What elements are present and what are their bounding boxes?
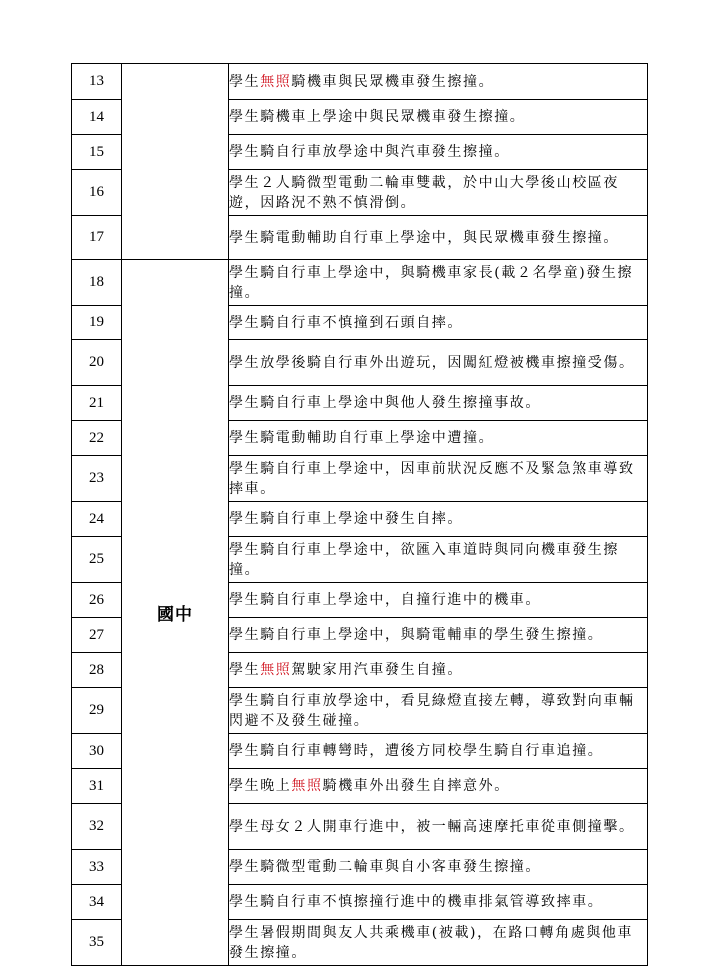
incident-description [229,135,648,170]
incident-description [229,804,648,850]
incident-description [229,537,648,583]
description-text: 學生騎自行車上學途中與他人發生擦撞事故。 [229,395,541,411]
description-text: 學生母女２人開車行進中，被一輛高速摩托車從車側撞擊。 [229,818,635,835]
description-text: 學生騎自行車上學途中，自撞行進中的機車。 [229,592,541,608]
row-number: 16 [72,170,122,216]
description-text: 學生騎自行車上學途中，因車前狀況反應不及緊急煞車導致摔車。 [229,460,635,497]
incident-description [229,734,648,769]
incident-description [229,653,648,688]
incident-table [71,63,648,966]
row-number: 22 [72,421,122,456]
row-number: 19 [72,306,122,340]
description-text: 駕駛家用汽車發生自撞。 [291,662,464,678]
row-number: 14 [72,100,122,135]
row-number: 34 [72,885,122,920]
row-number: 21 [72,386,122,421]
incident-description [229,306,648,340]
row-number: 13 [72,64,122,100]
unlicensed-highlight: 無照 [291,778,323,794]
incident-description [229,340,648,386]
incident-description [229,216,648,260]
unlicensed-highlight: 無照 [260,73,292,90]
incident-description [229,769,648,804]
description-text: 學生騎機車上學途中與民眾機車發生擦撞。 [229,109,526,125]
row-number: 29 [72,688,122,734]
description-text: 學生騎自行車上學途中，與騎機車家長(載２名學童)發生擦撞。 [229,264,634,301]
incident-description [229,920,648,966]
incident-description [229,618,648,653]
incident-table-body [72,64,648,966]
table-row [72,260,648,306]
description-text: 學生暑假期間與友人共乘機車(被載)，在路口轉角處與他車發生擦撞。 [229,924,634,961]
incident-description [229,502,648,537]
incident-description [229,850,648,885]
row-number: 20 [72,340,122,386]
description-text: 學生騎電動輔助自行車上學途中，與民眾機車發生擦撞。 [229,229,619,246]
description-text: 學生騎自行車轉彎時，遭後方同校學生騎自行車追撞。 [229,743,604,759]
row-number: 28 [72,653,122,688]
incident-description [229,260,648,306]
row-number: 26 [72,583,122,618]
school-level-cell [122,64,229,260]
description-text: 學生 [229,73,261,90]
description-text: 學生騎自行車放學途中，看見綠燈直接左轉，導致對向車輛閃避不及發生碰撞。 [229,692,635,729]
row-number: 32 [72,804,122,850]
incident-description [229,583,648,618]
school-level-cell: 國中 [122,260,229,966]
description-text: 學生晚上 [229,778,292,794]
incident-description [229,456,648,502]
row-number: 18 [72,260,122,306]
incident-description [229,100,648,135]
description-text: 學生放學後騎自行車外出遊玩，因闖紅燈被機車擦撞受傷。 [229,354,635,371]
row-number: 15 [72,135,122,170]
unlicensed-highlight: 無照 [260,662,292,678]
description-text: 學生騎自行車上學途中，與騎電輔車的學生發生擦撞。 [229,627,604,643]
row-number: 25 [72,537,122,583]
description-text: 學生騎自行車上學途中，欲匯入車道時與同向機車發生擦撞。 [229,541,619,578]
description-text: 學生騎自行車放學途中與汽車發生擦撞。 [229,144,510,160]
row-number: 17 [72,216,122,260]
row-number: 27 [72,618,122,653]
incident-description [229,421,648,456]
incident-description [229,688,648,734]
row-number: 31 [72,769,122,804]
description-text: 騎機車外出發生自摔意外。 [322,778,510,794]
incident-description [229,386,648,421]
row-number: 24 [72,502,122,537]
incident-description [229,170,648,216]
incident-description [229,64,648,100]
description-text: 學生騎電動輔助自行車上學途中遭撞。 [229,430,495,446]
description-text: 學生騎自行車上學途中發生自摔。 [229,511,463,527]
description-text: 學生騎自行車不慎撞到石頭自摔。 [229,314,463,331]
description-text: 學生騎自行車不慎擦撞行進中的機車排氣管導致摔車。 [229,894,604,910]
row-number: 33 [72,850,122,885]
description-text: 騎機車與民眾機車發生擦撞。 [291,73,495,90]
table-row [72,64,648,100]
incident-description [229,885,648,920]
description-text: 學生 [229,662,261,678]
row-number: 35 [72,920,122,966]
row-number: 30 [72,734,122,769]
description-text: 學生騎微型電動二輪車與自小客車發生擦撞。 [229,859,541,875]
row-number: 23 [72,456,122,502]
description-text: 學生２人騎微型電動二輪車雙載，於中山大學後山校區夜遊，因路況不熟不慎滑倒。 [229,174,619,211]
